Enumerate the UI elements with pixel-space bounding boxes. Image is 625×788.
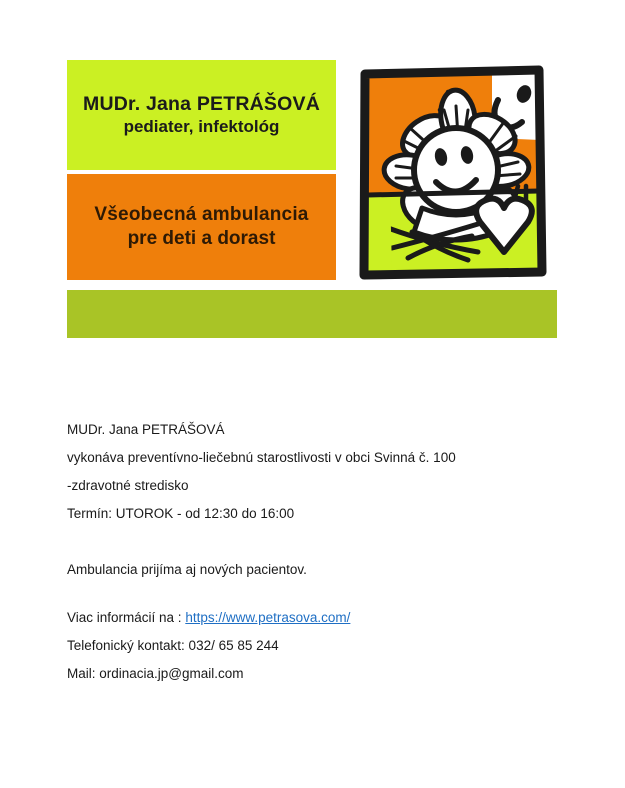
doctor-specialty-text: pediater, infektológ: [123, 117, 280, 137]
doctor-name-text: MUDr. Jana PETRÁŠOVÁ: [83, 92, 320, 115]
body-line-accepting-patients: Ambulancia prijíma aj nových pacientov.: [67, 562, 307, 577]
clinic-type-block: [67, 174, 336, 280]
more-info-label: Viac informácií na :: [67, 610, 186, 625]
body-line-doctor: MUDr. Jana PETRÁŠOVÁ: [67, 422, 225, 437]
letterhead-banner: [0, 0, 625, 350]
body-line-facility: -zdravotné stredisko: [67, 478, 189, 493]
body-line-phone: Telefonický kontakt: 032/ 65 85 244: [67, 638, 279, 653]
paragraph-spacer: [67, 528, 567, 556]
body-line-mail: Mail: ordinacia.jp@gmail.com: [67, 666, 244, 681]
website-link[interactable]: https://www.petrasova.com/: [185, 610, 351, 625]
body-line-more-info: [67, 604, 567, 632]
flower-sun-heart-logo-icon: [352, 62, 552, 284]
body-text-block: [67, 416, 567, 688]
clinic-type-line1: Všeobecná ambulancia: [94, 203, 309, 225]
paragraph-spacer-2: [67, 584, 567, 604]
body-line-service: vykonáva preventívno-liečebnú starostlivosti v obci Svinná č. 100: [67, 450, 456, 465]
body-line-hours: Termín: UTOROK - od 12:30 do 16:00: [67, 506, 295, 521]
doctor-name-block: [67, 60, 336, 170]
clinic-type-line2: pre deti a dorast: [127, 227, 276, 249]
letterhead-accent-bar: [67, 290, 557, 338]
